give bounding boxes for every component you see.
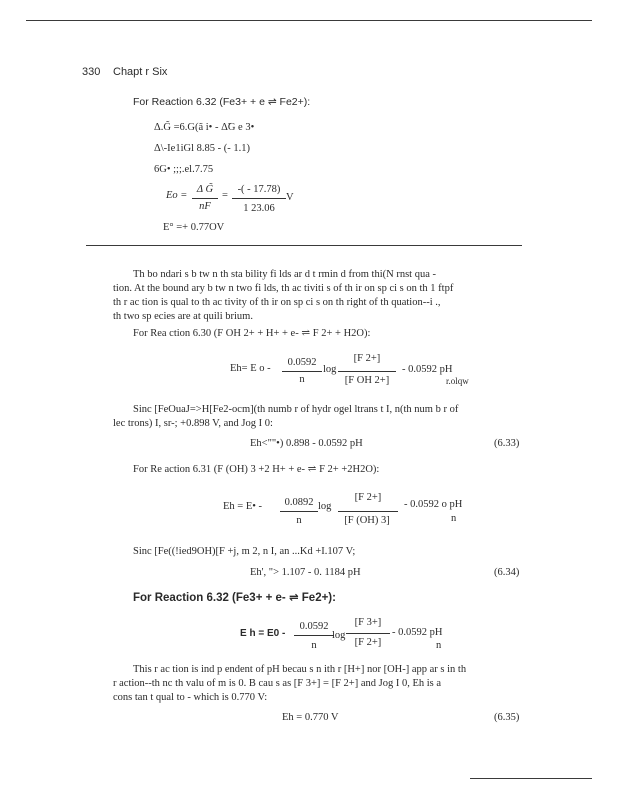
- eo-numerator: Δ G̃: [196, 184, 214, 195]
- eq630-n: n: [299, 374, 305, 385]
- block1-line2: Δ\-Ie1iGl 8.85 - (- 1.1): [154, 143, 250, 154]
- block1-line3: 6G• ;;;.el.7.75: [154, 164, 214, 175]
- reaction-632-title: For Reaction 6.32 (Fe3+ + e ⇌ Fe2+):: [133, 96, 311, 108]
- top-rule: [26, 20, 592, 21]
- eq632-frac-den: [F 2+]: [354, 637, 382, 648]
- eo-denominator-2: 1 23.06: [243, 203, 275, 214]
- eq630-log: log: [323, 364, 337, 375]
- eo-fraction-line: [192, 198, 218, 199]
- eq632-log: log: [332, 630, 346, 641]
- eq631-coef: 0.0892: [284, 497, 314, 508]
- eq631-log: log: [318, 501, 332, 512]
- eq632-tail-n: n: [436, 640, 442, 651]
- eq631-frac-line: [338, 511, 398, 512]
- reaction-632b-title: For Reaction 6.32 (Fe3+ + e- ⇌ Fe2+):: [133, 592, 336, 604]
- eq635-number: (6.35): [494, 712, 520, 723]
- eq634-text: Eh', "> 1.107 - 0. 1184 pH: [250, 567, 361, 578]
- eq635-text: Eh = 0.770 V: [282, 712, 339, 723]
- eq631-tail: - 0.0592 o pH: [404, 499, 463, 510]
- page-number: 330: [82, 66, 101, 78]
- eq631-coef-line: [280, 511, 318, 512]
- eq631-frac-num: [F 2+]: [354, 492, 382, 503]
- para1-line-2: tion. At the bound ary b tw n two fi lds, th ac tiviti s of th ir on sp ci s on th 1 ftpf: [113, 283, 454, 294]
- eo-fraction-line-2: [232, 198, 286, 199]
- eq633-number: (6.33): [494, 438, 520, 449]
- eq630-frac-num: [F 2+]: [353, 353, 381, 364]
- para1-line-1: Th bo ndari s b tw n th sta bility fi lds ar d t rmin d from thi(N rnst qua -: [133, 269, 437, 280]
- eo-result: E° =+ 0.77OV: [163, 222, 225, 233]
- bottom-rule: [470, 778, 592, 779]
- para2-line-1: Sinc [FeOuaJ=>H[Fe2-ocm](th numb r of hydr ogel ltrans t I, n(th num b r of: [133, 404, 459, 415]
- chapter-title: Chapt r Six: [113, 66, 168, 78]
- para4-line-1: This r ac tion is ind p endent of pH becau s n ith r [H+] nor [OH-] app ar s in th: [133, 664, 467, 675]
- para1-line-3: th r ac tion is qual to th ac tivity of th ir on sp ci s on th right of th quation--i .,: [113, 297, 441, 308]
- eq634-number: (6.34): [494, 567, 520, 578]
- eq631-tail-n: n: [451, 513, 457, 524]
- eq632-lhs: E h = E0 -: [240, 628, 286, 639]
- para3-line: Sinc [Fe((!ied9OH)[F +j, m 2, n I, an ...Kd +I.107 V;: [133, 546, 356, 557]
- eq632-coef-line: [294, 635, 334, 636]
- eq632-coef: 0.0592: [299, 621, 329, 632]
- reaction-631-title: For Re action 6.31 (F (OH) 3 +2 H+ + e- ⇌ F 2+ +2H2O):: [133, 464, 380, 475]
- eq631-lhs: Eh = E• -: [223, 501, 263, 512]
- eq630-coef-line: [282, 371, 322, 372]
- eq630-coef: 0.0592: [287, 357, 317, 368]
- para4-line-3: cons tan t qual to - which is 0.770 V:: [113, 692, 268, 703]
- eq630-tail-sub: r.olqw: [446, 376, 469, 386]
- para1-line-4: th two sp ecies are at quili brium.: [113, 311, 253, 322]
- eo-denominator: nF: [199, 201, 211, 212]
- eq630-tail: - 0.0592 pH: [402, 364, 453, 375]
- para4-line-2: r action--th nc th valu of m is 0. B cau s as [F 3+] = [F 2+] and Jog I 0, Eh is a: [113, 678, 442, 689]
- reaction-630-title: For Rea ction 6.30 (F OH 2+ + H+ + e- ⇌ F 2+ + H2O):: [133, 328, 371, 339]
- eo-equals: =: [222, 190, 228, 201]
- eo-unit: V: [286, 192, 294, 203]
- eq632-tail: - 0.0592 pH: [392, 627, 443, 638]
- eq632-n: n: [311, 640, 317, 651]
- eq632-frac-num: [F 3+]: [354, 617, 382, 628]
- eq631-n: n: [296, 515, 302, 526]
- eq632-frac-line: [346, 633, 390, 634]
- section-divider: [86, 245, 522, 246]
- eq630-frac-line: [338, 371, 396, 372]
- eo-numerator-2: -( - 17.78): [237, 184, 281, 195]
- para2-line-2: lec trons) I, sr-; +0.898 V, and Jog I 0:: [113, 418, 273, 429]
- eq630-lhs: Eh= E o -: [230, 363, 271, 374]
- eo-label: Eo =: [166, 190, 188, 201]
- block1-line1: Δ.G̃ =6.G(ã i• - Δ̃G e 3•: [154, 122, 255, 133]
- eq630-frac-den: [F OH 2+]: [344, 375, 390, 386]
- eq633-text: Eh<""•) 0.898 - 0.0592 pH: [250, 438, 363, 449]
- eq631-frac-den: [F (OH) 3]: [344, 515, 390, 526]
